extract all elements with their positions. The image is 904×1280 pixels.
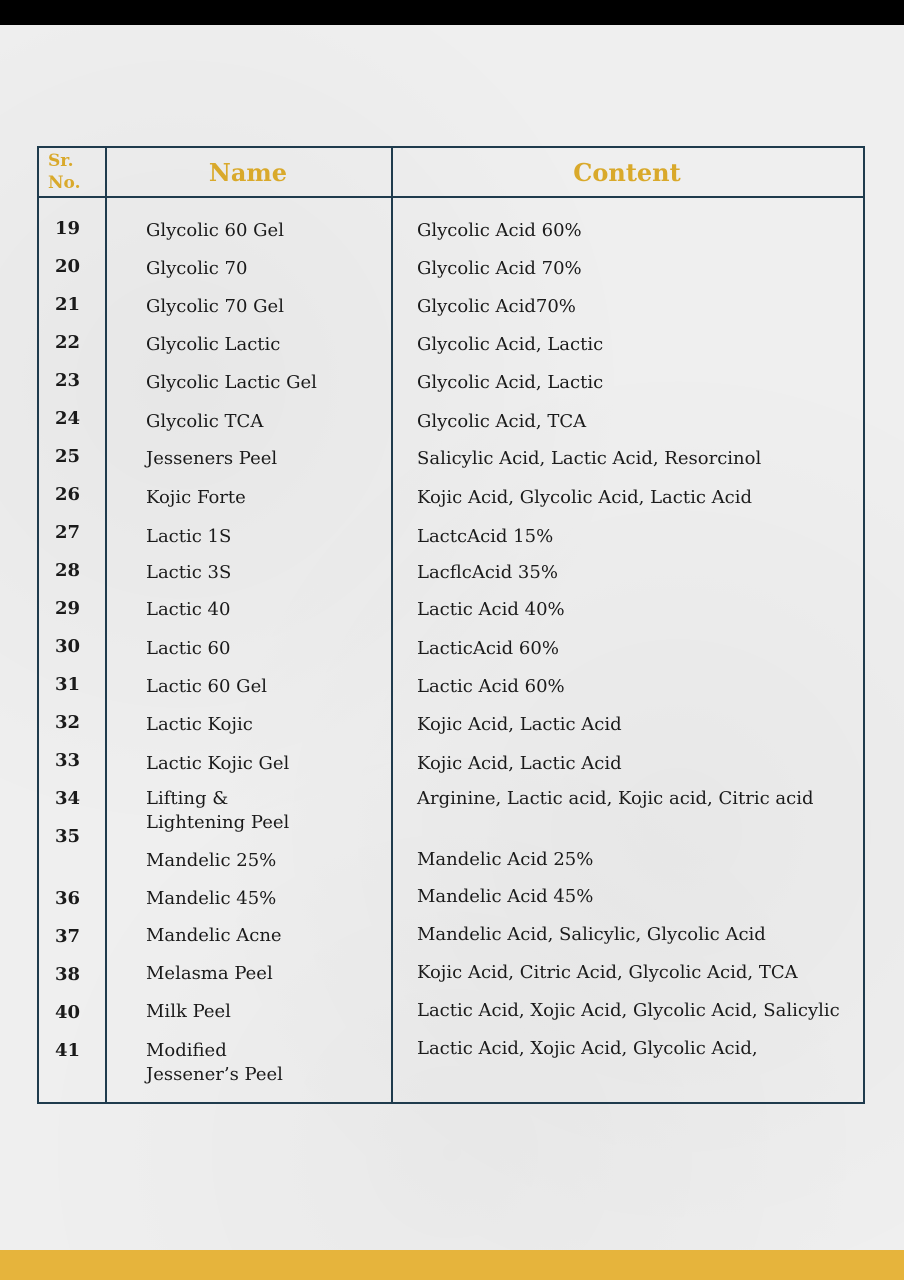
row-content: Glycolic Acid 70% — [417, 258, 582, 279]
row-sr: 38 — [55, 964, 81, 985]
row-sr: 41 — [55, 1040, 81, 1061]
row-name: Lactic Kojic — [146, 714, 253, 735]
row-sr: 20 — [55, 256, 81, 277]
row-name: Glycolic 70 Gel — [146, 296, 284, 317]
peel-table — [37, 146, 865, 1104]
row-name: Mandelic Acne — [146, 925, 282, 946]
top-bar — [0, 0, 904, 25]
row-content: Glycolic Acid, TCA — [417, 411, 587, 432]
row-sr: 37 — [55, 926, 81, 947]
row-name-line2: Jessener’s Peel — [146, 1064, 283, 1085]
row-sr: 24 — [55, 408, 81, 429]
row-content: Lactic Acid 40% — [417, 599, 565, 620]
row-name: Glycolic 60 Gel — [146, 220, 284, 241]
row-content: Kojic Acid, Glycolic Acid, Lactic Acid — [417, 487, 753, 508]
row-name: Lactic 60 Gel — [146, 676, 267, 697]
row-sr: 36 — [55, 888, 81, 909]
row-content: Glycolic Acid70% — [417, 296, 576, 317]
row-name: Modified — [146, 1040, 227, 1061]
row-content: Glycolic Acid 60% — [417, 220, 582, 241]
row-name: Glycolic TCA — [146, 411, 264, 432]
row-sr: 21 — [55, 294, 81, 315]
row-sr: 31 — [55, 674, 81, 695]
row-sr: 25 — [55, 446, 81, 467]
header-divider — [39, 196, 863, 198]
header-sr-line1: Sr. — [48, 151, 74, 171]
row-name: Glycolic 70 — [146, 258, 248, 279]
row-sr: 34 — [55, 788, 81, 809]
row-content: Lactic Acid 60% — [417, 676, 565, 697]
row-name: Lactic 1S — [146, 526, 232, 547]
header-content: Content — [573, 158, 681, 187]
row-sr: 32 — [55, 712, 81, 733]
row-content: Glycolic Acid, Lactic — [417, 372, 604, 393]
row-content: Lactic Acid, Xojic Acid, Glycolic Acid, Salicylic — [417, 1000, 840, 1021]
column-divider-name — [391, 148, 393, 1102]
row-name: Glycolic Lactic — [146, 334, 281, 355]
header-sr-no — [48, 150, 81, 194]
row-name: Jesseners Peel — [146, 448, 278, 469]
row-content: Kojic Acid, Lactic Acid — [417, 753, 622, 774]
header-name: Name — [208, 158, 288, 187]
row-content: Kojic Acid, Lactic Acid — [417, 714, 622, 735]
row-name-line2: Lightening Peel — [146, 812, 290, 833]
row-name: Lactic Kojic Gel — [146, 753, 290, 774]
row-name: Lactic 40 — [146, 599, 231, 620]
row-content: Mandelic Acid 25% — [417, 849, 594, 870]
row-name: Melasma Peel — [146, 963, 273, 984]
row-content: LactcAcid 15% — [417, 526, 554, 547]
row-name: Glycolic Lactic Gel — [146, 372, 317, 393]
row-sr: 23 — [55, 370, 81, 391]
row-name: Lifting & — [146, 788, 229, 809]
row-name: Kojic Forte — [146, 487, 246, 508]
row-content: Salicylic Acid, Lactic Acid, Resorcinol — [417, 448, 762, 469]
row-name: Lactic 60 — [146, 638, 231, 659]
row-sr: 22 — [55, 332, 81, 353]
row-content: LacflcAcid 35% — [417, 562, 558, 583]
row-content: Arginine, Lactic acid, Kojic acid, Citric acid — [417, 788, 814, 809]
row-name: Mandelic 25% — [146, 850, 277, 871]
row-sr: 33 — [55, 750, 81, 771]
row-sr: 26 — [55, 484, 81, 505]
row-content: Lactic Acid, Xojic Acid, Glycolic Acid, — [417, 1038, 758, 1059]
row-sr: 28 — [55, 560, 81, 581]
row-sr: 29 — [55, 598, 81, 619]
row-content: Kojic Acid, Citric Acid, Glycolic Acid, TCA — [417, 962, 798, 983]
row-name: Lactic 3S — [146, 562, 232, 583]
row-sr: 40 — [55, 1002, 81, 1023]
header-sr-line2: No. — [48, 173, 81, 193]
row-name: Mandelic 45% — [146, 888, 277, 909]
row-content: Mandelic Acid 45% — [417, 886, 594, 907]
column-divider-sr — [105, 148, 107, 1102]
bottom-bar — [0, 1250, 904, 1280]
row-sr: 19 — [55, 218, 81, 239]
row-content: Glycolic Acid, Lactic — [417, 334, 604, 355]
row-sr: 27 — [55, 522, 81, 543]
row-sr: 30 — [55, 636, 81, 657]
row-content: LacticAcid 60% — [417, 638, 559, 659]
row-name: Milk Peel — [146, 1001, 231, 1022]
row-content: Mandelic Acid, Salicylic, Glycolic Acid — [417, 924, 766, 945]
row-sr: 35 — [55, 826, 81, 847]
